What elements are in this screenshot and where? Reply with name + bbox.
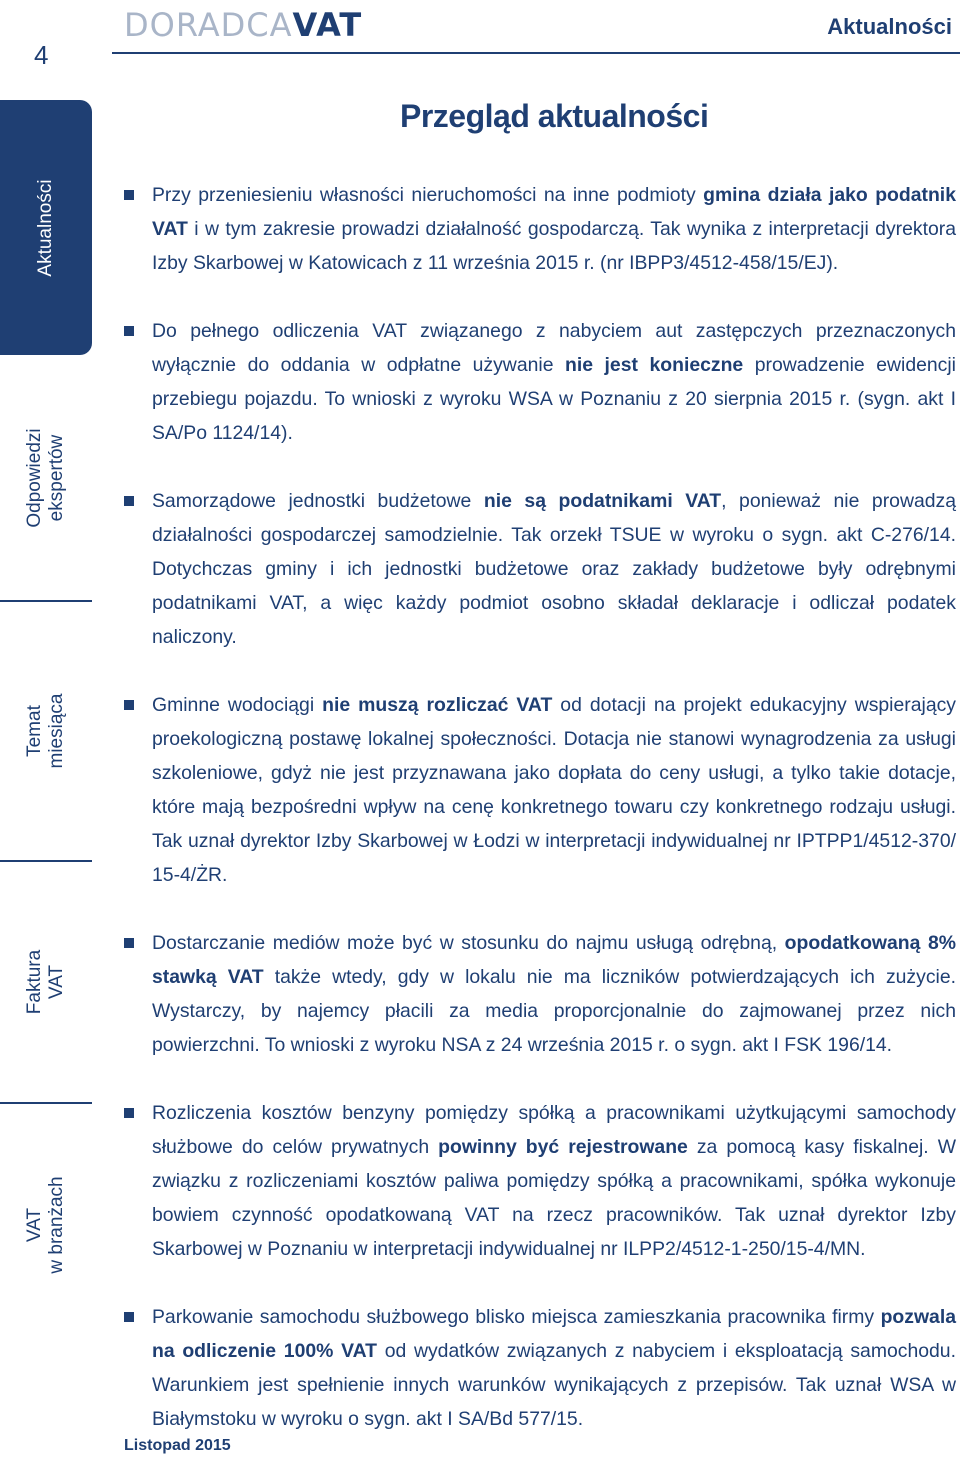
news-item [122,1096,956,1266]
news-highlight: nie muszą rozliczać VAT [322,694,553,716]
news-text: także wtedy, gdy w lokalu nie ma liczników potwierdzających ich zużycie. Wystarczy, by najemcy płacili za media proporcjonalnie do zajmowanej przez nich powierzchni. To wnioski z wyroku NSA z 24 września 2015 r. o sygn. akt I FSK 196/14. [152,966,957,1056]
news-item [122,926,956,1062]
footer-date: Listopad 2015 [124,1437,231,1454]
news-item [122,178,956,280]
tab-vat-w-branzach[interactable] [0,1104,92,1345]
bullet-square-icon [124,326,134,336]
news-text: Rozliczenia kosztów benzyny pomiędzy spółką a pracownikami użytkującymi samochody służbowe do celów prywatnych [152,1102,956,1158]
tab-temat-miesiaca[interactable] [0,602,92,860]
news-text: Gminne wodociągi [152,694,323,716]
bullet-square-icon [124,1312,134,1322]
news-text: Do pełnego odliczenia VAT związanego z nabyciem aut zastępczych przeznaczonych wyłącznie do oddania w odpłatne używanie [152,320,956,376]
news-text: za pomocą kasy fiskalnej. W związku z rozliczeniami kosztów paliwa pomiędzy spółką a pracownikami, spółka wykonuje bowiem czynność opodatkowaną VAT na rzecz pracowników. Tak uznał dyrektor Izby Skarbowej w Poznaniu w interpretacji indywidualnej nr ILPP2/4512-1-250/15-4/MN. [152,1136,957,1260]
tab-aktualnosci[interactable] [0,100,92,355]
news-highlight: gmina działa jako podatnik VAT [152,184,956,240]
brand-logo-bold: VAT [292,6,363,44]
news-list [122,178,956,1470]
tab-odpowiedzi-ekspertow[interactable] [0,355,92,600]
bullet-square-icon [124,700,134,710]
news-text: , ponieważ nie prowadzą działalności gospodarczej samodzielnie. Tak orzekł TSUE w wyroku o sygn. akt C-276/14. Dotychczas gminy i ich jednostki budżetowe oraz zakłady budżetowe były odrębnymi podatnikami VAT, a więc każdy podmiot osobno składał deklaracje i odliczał podatek naliczony. [152,490,956,648]
news-text: od wydatków związanych z nabyciem i eksploatacją samochodu. Warunkiem jest spełnienie innych warunków wynikających z przepisów. Tak uznał WSA w Białymstoku w wyroku o sygn. akt I SA/Bd 577/15. [152,1340,956,1430]
brand-logo [124,6,362,44]
news-item [122,688,956,892]
news-highlight: opodatkowaną 8% stawką VAT [152,932,956,988]
news-item [122,1300,956,1436]
bullet-square-icon [124,1108,134,1118]
news-text: Samorządowe jednostki budżetowe [152,490,484,512]
news-highlight: powinny być rejestrowane [438,1136,688,1158]
header-rule [112,52,960,54]
bullet-square-icon [124,190,134,200]
news-highlight: nie są podatnikami VAT [483,490,722,512]
tab-label: Aktualności [35,178,56,277]
page-number: 4 [34,40,49,70]
news-text: Dostarczanie mediów może być w stosunku do najmu usługą odrębną, [152,932,785,954]
news-text: Parkowanie samochodu służbowego blisko miejsca zamieszkania pracownika firmy [152,1306,881,1328]
brand-logo-light: DORADCA [124,6,293,44]
news-item [122,484,956,654]
page-title: Przegląd aktualności [400,98,709,134]
tab-faktura-vat[interactable] [0,862,92,1102]
sidebar [0,100,92,1345]
bullet-square-icon [124,938,134,948]
tab-label: Faktura VAT [24,949,67,1015]
news-item [122,314,956,450]
tab-label: VAT w branżach [24,1175,67,1274]
tab-label: Temat miesiąca [24,693,67,769]
news-text: od dotacji na projekt edukacyjny wspierający proekologiczną postawę lokalnej społeczności. Dotacja nie stanowi wynagrodzenia za usługi szkoleniowe, gdyż nie jest przyznawana jako dopłata do ceny usługi, a tylko takie dotacje, które mają bezpośredni wpływ na cenę konkretnego towaru czy konkretnego rodzaju usługi. Tak uznał dyrektor Izby Skarbowej w Łodzi w interpretacji indywidualnej nr IPTPP1/4512-370/ 15-4/ŻR. [152,694,956,886]
tab-label: Odpowiedzi ekspertów [24,427,67,528]
news-highlight: nie jest konieczne [565,354,744,376]
news-text: Przy przeniesieniu własności nieruchomości na inne podmioty [152,184,704,206]
bullet-square-icon [124,496,134,506]
news-text: i w tym zakresie prowadzi działalność gospodarczą. Tak wynika z interpretacji dyrektora Izby Skarbowej w Katowicach z 11 września 2015 r. (nr IBPP3/4512-458/15/EJ). [152,218,956,274]
section-label: Aktualności [827,14,952,39]
news-text: prowadzenie ewidencji przebiegu pojazdu. To wnioski z wyroku WSA w Poznaniu z 20 sierpnia 2015 r. (sygn. akt I SA/Po 1124/14). [152,354,956,444]
news-highlight: pozwala na odliczenie 100% VAT [152,1306,956,1362]
